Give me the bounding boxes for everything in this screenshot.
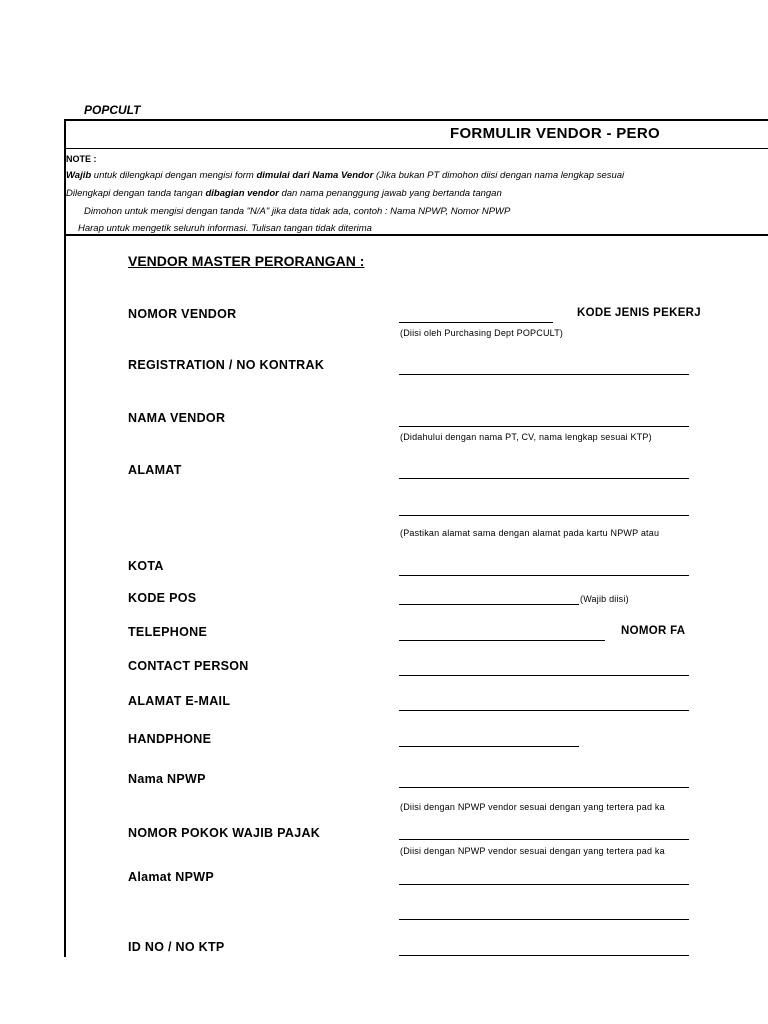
alamat-email-label: ALAMAT E-MAIL <box>128 694 231 708</box>
alamat-field-1[interactable] <box>399 478 689 479</box>
nama-npwp-label: Nama NPWP <box>128 772 206 786</box>
nama-vendor-hint: (Didahului dengan nama PT, CV, nama lengkap sesuai KTP) <box>400 432 652 442</box>
title-separator <box>64 148 768 149</box>
nomor-pokok-field[interactable] <box>399 839 689 840</box>
nama-vendor-field[interactable] <box>399 426 689 427</box>
note-line-1-a: Wajib <box>66 170 92 181</box>
registration-field[interactable] <box>399 374 689 375</box>
notes-bottom-border <box>64 234 768 236</box>
contact-person-field[interactable] <box>399 675 689 676</box>
kode-pos-hint: (Wajib diisi) <box>580 594 629 604</box>
alamat-field-2[interactable] <box>399 515 689 516</box>
kode-pos-label: KODE POS <box>128 591 197 605</box>
note-line-1 <box>66 170 624 181</box>
note-line-1-d: (Jika bukan PT dimohon diisi dengan nama lengkap sesuai <box>373 170 625 181</box>
nomor-vendor-field[interactable] <box>399 322 553 323</box>
note-line-2-a: Dilengkapi dengan tanda tangan <box>66 188 206 199</box>
handphone-field[interactable] <box>399 746 579 747</box>
nomor-pokok-label: NOMOR POKOK WAJIB PAJAK <box>128 826 321 840</box>
note-line-3: Dimohon untuk mengisi dengan tanda "N/A" jika data tidak ada, contoh : Nama NPWP, Nomor NPWP <box>84 206 511 217</box>
note-line-4: Harap untuk mengetik seluruh informasi. Tulisan tangan tidak diterima <box>78 223 372 234</box>
kota-field[interactable] <box>399 575 689 576</box>
kode-jenis-label: KODE JENIS PEKERJ <box>577 307 701 319</box>
nomor-vendor-label: NOMOR VENDOR <box>128 307 237 321</box>
nomor-pokok-hint: (Diisi dengan NPWP vendor sesuai dengan yang tertera pad ka <box>400 846 665 856</box>
id-ktp-label: ID NO / NO KTP <box>128 940 225 954</box>
note-line-2 <box>66 188 502 199</box>
note-line-1-c: dimulai dari Nama Vendor <box>256 170 374 181</box>
id-ktp-field[interactable] <box>399 955 689 956</box>
telephone-field[interactable] <box>399 640 605 641</box>
note-line-1-b: untuk dilengkapi dengan mengisi form <box>91 170 257 181</box>
company-name: POPCULT <box>84 103 141 117</box>
form-title: FORMULIR VENDOR - PERO <box>450 125 660 142</box>
alamat-label: ALAMAT <box>128 463 182 477</box>
nama-vendor-label: NAMA VENDOR <box>128 411 226 425</box>
frame-left-border <box>64 119 66 957</box>
alamat-npwp-field-2[interactable] <box>399 919 689 920</box>
contact-person-label: CONTACT PERSON <box>128 659 249 673</box>
alamat-npwp-field-1[interactable] <box>399 884 689 885</box>
handphone-label: HANDPHONE <box>128 732 212 746</box>
kota-label: KOTA <box>128 559 164 573</box>
frame-top-border <box>64 119 768 121</box>
note-label: NOTE : <box>66 154 97 164</box>
telephone-label: TELEPHONE <box>128 625 208 639</box>
note-line-2-c: dan nama penanggung jawab yang bertanda tangan <box>278 188 502 199</box>
alamat-email-field[interactable] <box>399 710 689 711</box>
note-line-2-b: dibagian vendor <box>205 188 279 199</box>
registration-label: REGISTRATION / NO KONTRAK <box>128 358 325 372</box>
nomor-fax-label: NOMOR FA <box>621 625 686 637</box>
alamat-npwp-label: Alamat NPWP <box>128 870 214 884</box>
nomor-vendor-hint: (Diisi oleh Purchasing Dept POPCULT) <box>400 328 564 338</box>
nama-npwp-hint: (Diisi dengan NPWP vendor sesuai dengan yang tertera pad ka <box>400 802 665 812</box>
section-title: VENDOR MASTER PERORANGAN : <box>128 253 365 269</box>
kode-pos-field[interactable] <box>399 604 579 605</box>
nama-npwp-field[interactable] <box>399 787 689 788</box>
alamat-hint: (Pastikan alamat sama dengan alamat pada kartu NPWP atau <box>400 528 660 538</box>
